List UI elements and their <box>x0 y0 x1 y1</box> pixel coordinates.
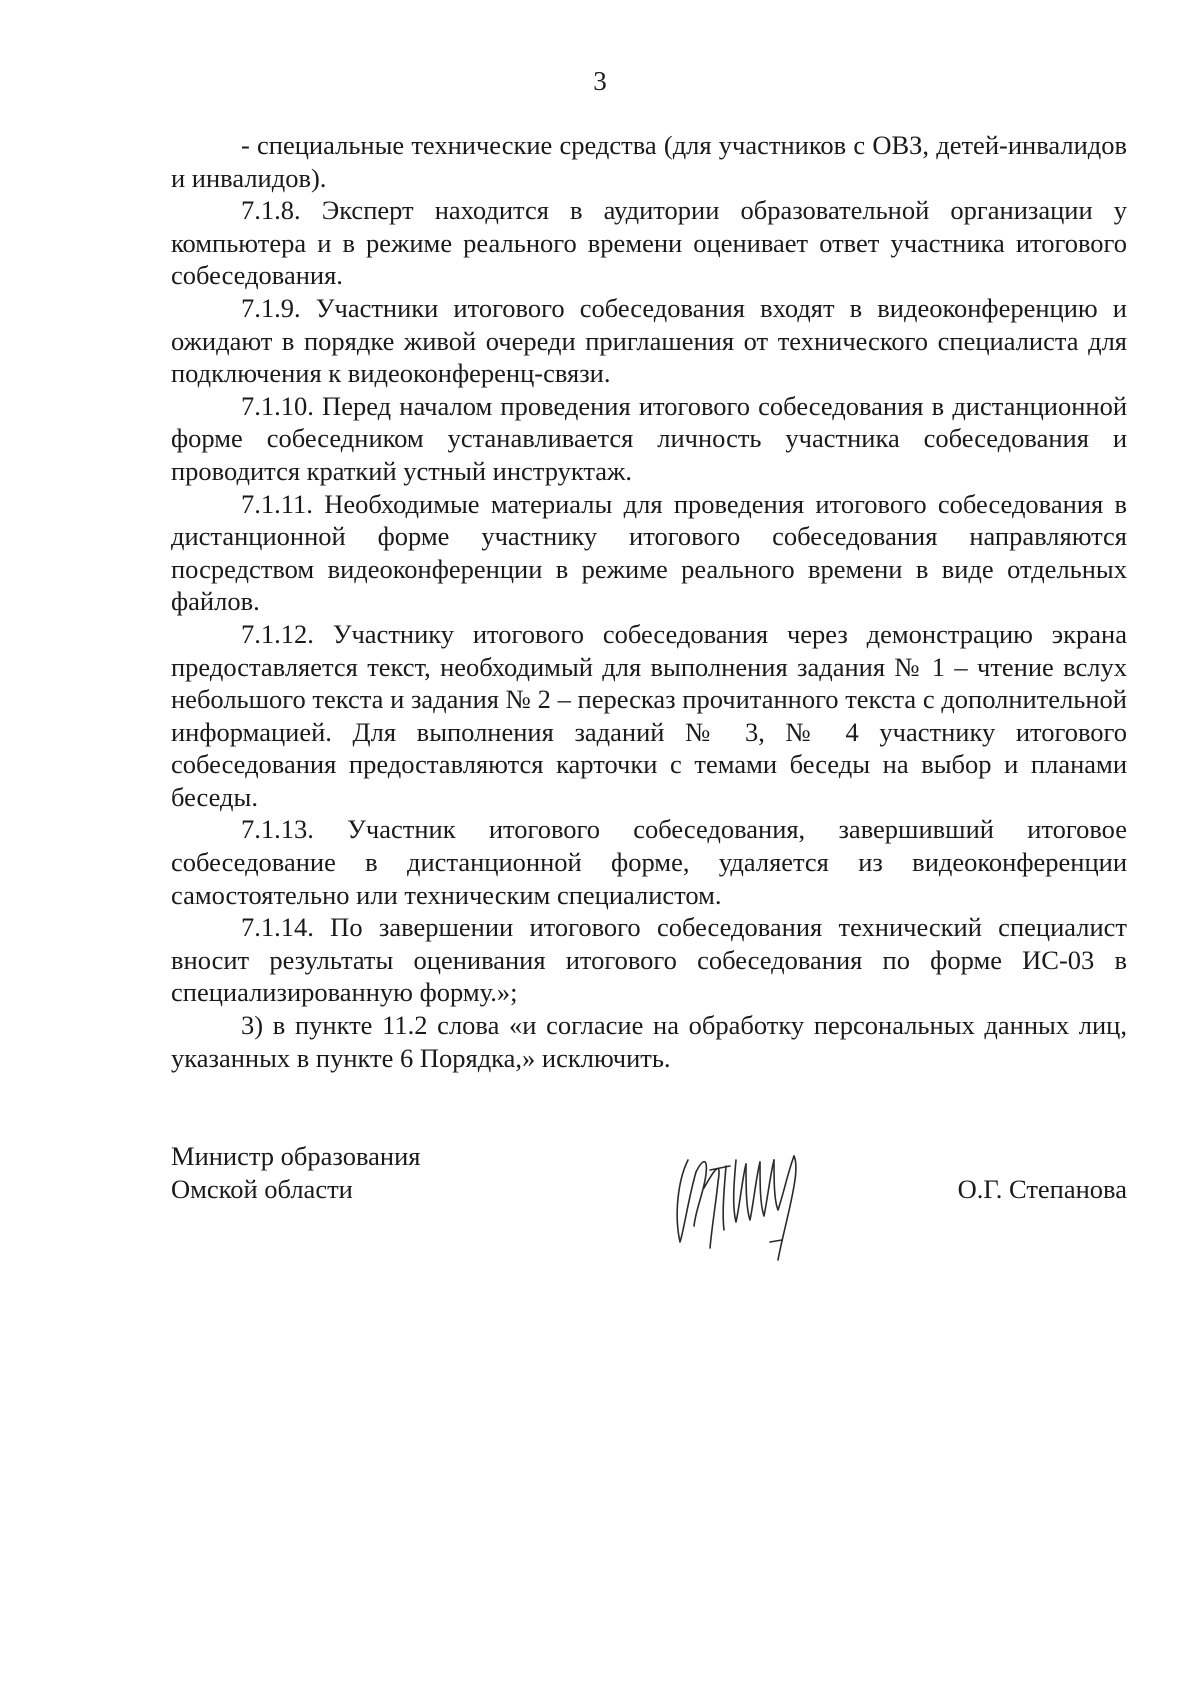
paragraph-special-means: - специальные технические средства (для участников с ОВЗ, детей-инвалидов и инвалидов). <box>171 130 1127 193</box>
paragraph-7-1-8: 7.1.8. Эксперт находится в аудитории образовательной организации у компьютера и в режиме реального времени оценивает ответ участника итогового собеседования. <box>171 195 1127 291</box>
paragraph-7-1-10: 7.1.10. Перед началом проведения итогового собеседования в дистанционной форме собеседником устанавливается личность участника собеседования и проводится краткий устный инструктаж. <box>171 390 1127 486</box>
document-body <box>171 129 1127 1074</box>
signer-name: О.Г. Степанова <box>957 1174 1127 1204</box>
paragraph-7-1-9: 7.1.9. Участники итогового собеседования входят в видеоконференцию и ожидают в порядке живой очереди приглашения от технического специалиста для подключения к видеоконференц-связи. <box>171 292 1127 389</box>
paragraph-7-1-12: 7.1.12. Участнику итогового собеседования через демонстрацию экрана предоставляется текст, необходимый для выполнения задания № 1 – чтение вслух небольшого текста и задания № 2 – пересказ прочитанного текста с дополнительной информацией. Для выполнения заданий № 3, № 4 участнику итогового собеседования предоставляются карточки с темами беседы на выбор и планами беседы. <box>171 618 1127 812</box>
signature-block <box>171 1140 1127 1260</box>
paragraph-7-1-14: 7.1.14. По завершении итогового собеседования технический специалист вносит результаты оценивания итогового собеседования по форме ИС-03 в специализированную форму.»; <box>171 912 1127 1008</box>
signer-title-line-2: Омской области <box>171 1174 353 1204</box>
handwritten-signature <box>666 1130 856 1270</box>
paragraph-7-1-13: 7.1.13. Участник итогового собеседования, завершивший итоговое собеседование в дистанционной форме, удаляется из видеоконференции самостоятельно или техническим специалистом. <box>171 814 1127 910</box>
signer-title-line-1: Министр образования <box>171 1141 421 1171</box>
page-number: 3 <box>593 66 607 96</box>
paragraph-7-1-11: 7.1.11. Необходимые материалы для проведения итогового собеседования в дистанционной форме участнику итогового собеседования направляются посредством видеоконференции в режиме реального времени в виде отдельных файлов. <box>171 488 1127 617</box>
paragraph-item-3: 3) в пункте 11.2 слова «и согласие на обработку персональных данных лиц, указанных в пункте 6 Порядка,» исключить. <box>171 1010 1127 1073</box>
signer-title <box>171 1140 420 1206</box>
